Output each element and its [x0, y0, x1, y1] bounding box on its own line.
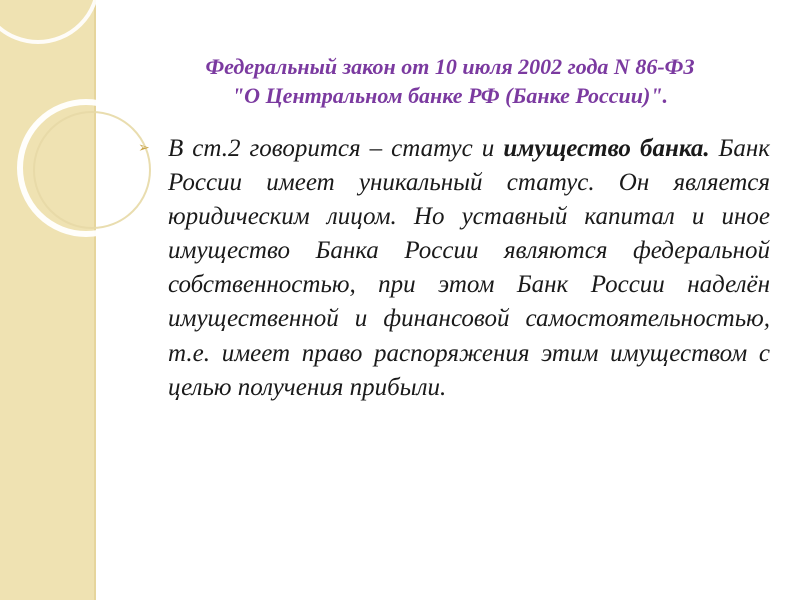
bullet-text-part-2: Банк России имеет уникальный статус. Он является юридическим лицом. Но уставный капитал и иное имущество Банка России являются федеральной собственностью, при этом Банк России наделён имущественной и финансовой самостоятельностью, т.е. имеет право распоряжения этим имуществом с целью получения прибыли. — [168, 135, 771, 401]
bullet-text-part-1: В ст.2 говорится – статус и — [168, 135, 504, 162]
middle-ring-inner-shape — [34, 112, 150, 228]
arrow-bullet-icon: ➢ — [138, 140, 150, 156]
top-ring-shape — [0, 0, 98, 42]
bullet-list — [138, 132, 770, 405]
title-line-2: "О Центральном банке РФ (Банке России)". — [231, 83, 669, 108]
middle-ring-outer-shape — [20, 102, 152, 234]
bullet-text — [168, 132, 770, 405]
bullet-text-bold: имущество банка. — [503, 135, 710, 162]
title-line-1: Федеральный закон от 10 июля 2002 года N 86-ФЗ — [205, 54, 695, 79]
slide-title — [130, 52, 770, 110]
